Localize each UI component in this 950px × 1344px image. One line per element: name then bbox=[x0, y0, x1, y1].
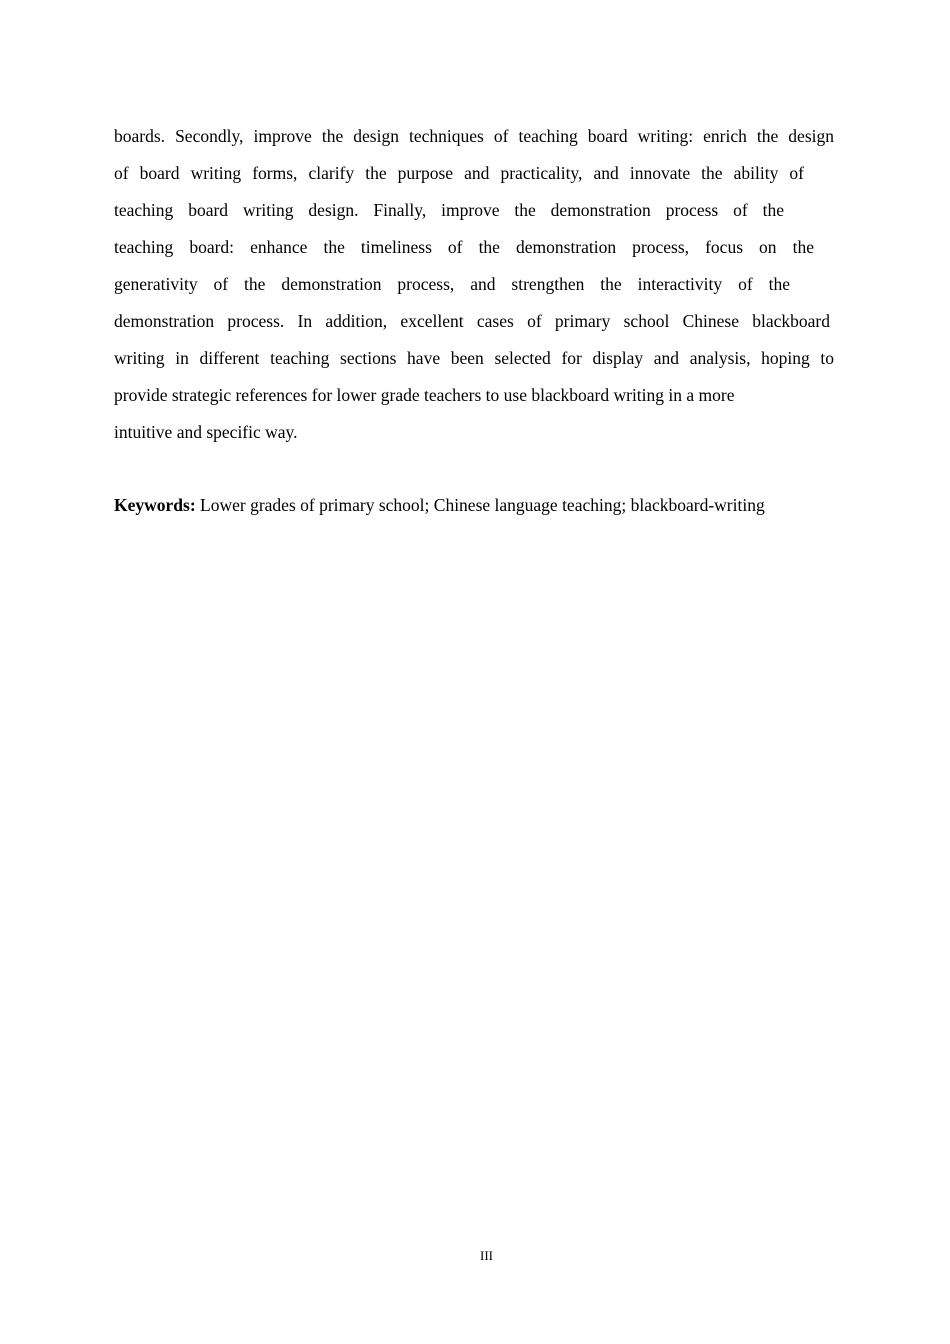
abstract-line-1: boards. Secondly, improve the design techniques of teaching board writing: enrich the design bbox=[114, 126, 834, 146]
abstract-line-6: demonstration process. In addition, excellent cases of primary school Chinese blackboard bbox=[114, 311, 830, 331]
keywords-text: Lower grades of primary school; Chinese language teaching; blackboard-writing bbox=[195, 495, 765, 515]
abstract-line-4: teaching board: enhance the timeliness of the demonstration process, focus on the bbox=[114, 237, 814, 257]
keywords-line bbox=[114, 487, 854, 524]
abstract-line-9: intuitive and specific way. bbox=[114, 422, 298, 442]
abstract-line-2: of board writing forms, clarify the purpose and practicality, and innovate the ability of bbox=[114, 163, 804, 183]
abstract-paragraph bbox=[114, 118, 834, 451]
abstract-line-7: writing in different teaching sections have been selected for display and analysis, hoping to bbox=[114, 348, 834, 368]
abstract-line-5: generativity of the demonstration process, and strengthen the interactivity of the bbox=[114, 274, 790, 294]
abstract-line-8: provide strategic references for lower grade teachers to use blackboard writing in a more bbox=[114, 385, 735, 405]
page-number: III bbox=[480, 1248, 493, 1263]
keywords-label: Keywords: bbox=[114, 495, 196, 515]
abstract-line-3: teaching board writing design. Finally, improve the demonstration process of the bbox=[114, 200, 784, 220]
